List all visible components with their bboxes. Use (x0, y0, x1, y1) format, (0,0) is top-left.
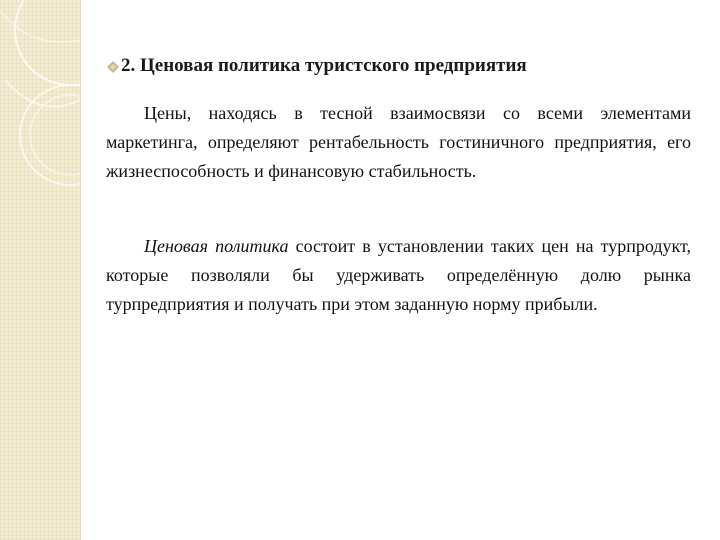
pricing-policy-definition: состоит в установлении таких цен на турпродукт, которые позволяли бы удерживать определённую долю рынка турпредприятия и получать при этом заданную норму прибыли. (106, 236, 691, 314)
pricing-policy-term: Ценовая политика (144, 236, 289, 256)
paragraph-prices-text: Цены, находясь в тесной взаимосвязи со всеми элементами маркетинга, определяют рентабельность гостиничного предприятия, его жизнеспособность и финансовую стабильность. (106, 103, 691, 181)
slide-title: 2. Ценовая политика туристского предприятия (121, 55, 527, 76)
decorative-swirl-graphic (0, 0, 80, 540)
paragraph-pricing-policy (106, 232, 691, 319)
decorative-side-band (0, 0, 80, 540)
paragraph-prices (106, 99, 691, 186)
diamond-bullet-icon (106, 60, 120, 74)
side-band-divider (80, 0, 81, 540)
